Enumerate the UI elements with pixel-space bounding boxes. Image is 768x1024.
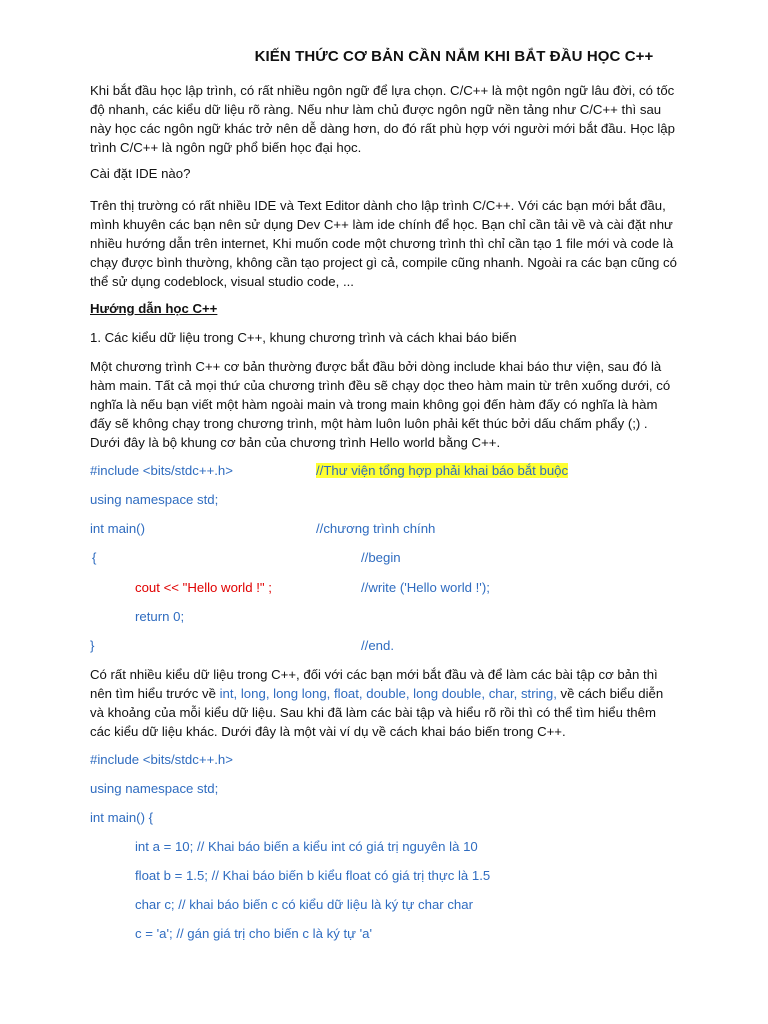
section1-paragraph: Một chương trình C++ cơ bản thường được bắt đầu bởi dòng include khai báo thư viện, sau đó là hàm main. Tất cả mọi thứ của chương trình đều sẽ chạy dọc theo hàm main từ trên xuống dưới, có nghĩa là nếu bạn viết một hàm ngoài main và trong main không gọi đến hàm đấy có nghĩa là hàm đấy sẽ không chạy trong chương trình, một hàm luôn luôn phải kết thúc bởi dấu chấm phẩy (;) . Dưới đây là bộ khung cơ bản của chương trình Hello world bằng C++. (90, 359, 671, 450)
code1-return: return 0; (135, 609, 185, 624)
code2-line-b: float b = 1.5; // Khai báo biến b kiểu float có giá trị thực là 1.5 (135, 868, 491, 883)
code2-using: using namespace std; (90, 781, 219, 796)
section1-title: 1. Các kiểu dữ liệu trong C++, khung chương trình và cách khai báo biến (90, 330, 517, 345)
code1-main: int main() (90, 521, 145, 536)
code2-line-a: int a = 10; // Khai báo biến a kiểu int có giá trị nguyên là 10 (135, 839, 478, 854)
intro-paragraph: Khi bắt đầu học lập trình, có rất nhiều ngôn ngữ để lựa chọn. C/C++ là một ngôn ngữ lâu đời, có tốc độ nhanh, các kiểu dữ liệu rõ ràng. Nếu như làm chủ được ngôn ngữ nền tảng như C/C++ thì sau này học các ngôn ngữ khác trở nên dễ dàng hơn, do đó rất phù hợp với người mới bắt đầu. Học lập trình C/C++ là ngôn ngữ phổ biến học đại học. (90, 83, 675, 155)
code1-include-comment (316, 461, 568, 480)
code1-open-brace: { (92, 550, 97, 565)
code2-main: int main() { (90, 810, 154, 825)
code1-main-comment: //chương trình chính (316, 521, 436, 536)
ide-question: Cài đặt IDE nào? (90, 166, 191, 181)
types-text-a: Có rất nhiều kiểu dữ liệu trong C++, đối với các bạn mới bắt đầu và để làm các bài tập cơ bản thì nên tìm hiểu trước về (90, 667, 658, 701)
types-paragraph (90, 665, 680, 741)
code2-line-c: char c; // khai báo biến c có kiểu dữ liệu là ký tự char char (135, 897, 473, 912)
types-text-b: về cách biểu diễn và khoảng của mỗi kiểu dữ liệu. Sau khi đã làm các bài tập và hiểu rõ rồi thì có thể tìm hiểu thêm các kiểu dữ liệu khác. Dưới đây là một vài ví dụ về cách khai báo biến trong C++. (90, 686, 664, 739)
document-title: KIẾN THỨC CƠ BẢN CẦN NẮM KHI BẮT ĐẦU HỌC C++ (254, 48, 654, 65)
code1-end-comment: //end. (361, 638, 394, 653)
code1-include: #include <bits/stdc++.h> (90, 463, 233, 478)
code1-using: using namespace std; (90, 492, 219, 507)
types-list: int, long, long long, float, double, long double, char, string, (219, 686, 557, 701)
code1-cout: cout << "Hello world !" ; (135, 580, 272, 595)
code1-close-brace: } (90, 638, 95, 653)
guide-heading: Hướng dẫn học C++ (90, 301, 218, 316)
code1-begin-comment: //begin (361, 550, 401, 565)
code2-line-d: c = 'a'; // gán giá trị cho biến c là ký tự 'a' (135, 926, 372, 941)
code2-include: #include <bits/stdc++.h> (90, 752, 233, 767)
highlighted-comment: //Thư viện tổng hợp phải khai báo bắt buộc (316, 463, 569, 478)
code1-write-comment: //write ('Hello world !'); (361, 580, 490, 595)
ide-paragraph: Trên thị trường có rất nhiều IDE và Text Editor dành cho lập trình C/C++. Với các bạn mới bắt đầu, mình khuyên các bạn nên sử dụng Dev C++ làm ide chính để học. Bạn chỉ cần tải về và cài đặt như nhiều hướng dẫn trên internet, Khi muốn code một chương trình thì chỉ cần tạo 1 file mới và code là chạy được bình thường, không cần tạo project gì cả, compile cũng nhanh. Ngoài ra các bạn cũng có thể sử dụng codeblock, visual studio code, ... (90, 198, 677, 289)
